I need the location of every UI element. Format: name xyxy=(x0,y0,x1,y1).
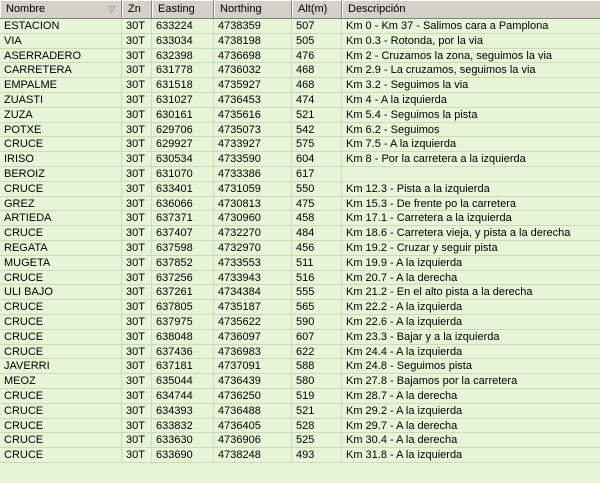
table-cell: 511 xyxy=(292,256,342,270)
table-cell: 4735622 xyxy=(214,315,292,329)
table-cell: Km 20.7 - A la derecha xyxy=(346,271,458,284)
table-cell: CRUCE xyxy=(0,226,122,240)
table-cell: 629706 xyxy=(152,123,214,137)
table-cell: EMPALME xyxy=(0,78,122,92)
table-row[interactable] xyxy=(0,374,600,389)
table-cell: Km 2.9 - La cruzamos, seguimos la via xyxy=(346,64,536,77)
table-cell: 4738248 xyxy=(214,448,292,462)
table-cell: ZUASTI xyxy=(0,93,122,107)
table-cell: 4736488 xyxy=(214,404,292,418)
table-cell: 521 xyxy=(292,108,342,122)
table-cell: 456 xyxy=(292,241,342,255)
table-cell: VIA xyxy=(0,34,122,48)
table-cell: 30T xyxy=(122,152,152,166)
table-cell: Km 28.7 - A la derecha xyxy=(346,389,458,402)
table-cell: 4735073 xyxy=(214,123,292,137)
table-cell: 633630 xyxy=(152,433,214,447)
table-row[interactable] xyxy=(0,34,600,49)
table-cell: CRUCE xyxy=(0,448,122,462)
table-cell: ASERRADERO xyxy=(0,49,122,63)
table-cell: 637598 xyxy=(152,241,214,255)
table-cell: 631518 xyxy=(152,78,214,92)
table-cell: 30T xyxy=(122,34,152,48)
table-cell: 637181 xyxy=(152,359,214,373)
table-cell: ZUZA xyxy=(0,108,122,122)
table-row[interactable] xyxy=(0,433,600,448)
table-cell: 30T xyxy=(122,93,152,107)
table-cell: GREZ xyxy=(0,197,122,211)
table-cell: 575 xyxy=(292,137,342,151)
table-cell: 590 xyxy=(292,315,342,329)
table-cell: 4736453 xyxy=(214,93,292,107)
table-cell: Km 18.6 - Carretera vieja, y pista a la derecha xyxy=(346,227,571,240)
sort-down-icon[interactable]: ▽ xyxy=(108,4,115,14)
table-cell: Km 8 - Por la carretera a la izquierda xyxy=(346,153,526,166)
table-cell: 30T xyxy=(122,256,152,270)
table-cell: 30T xyxy=(122,285,152,299)
table-cell: Km 12.3 - Pista a la izquierda xyxy=(346,182,490,195)
table-cell: Km 23.3 - Bajar y a la izquierda xyxy=(346,330,500,343)
table-cell: 30T xyxy=(122,108,152,122)
table-cell: Km 0 - Km 37 - Salimos cara a Pamplona xyxy=(346,20,549,32)
table-cell: 30T xyxy=(122,448,152,462)
table-cell: 519 xyxy=(292,389,342,403)
table-cell: 30T xyxy=(122,78,152,92)
table-cell: 637371 xyxy=(152,211,214,225)
table-cell: Km 0.3 - Rotonda, por la via xyxy=(346,34,483,47)
table-cell: 634393 xyxy=(152,404,214,418)
table-row[interactable] xyxy=(0,271,600,286)
table-cell: 550 xyxy=(292,182,342,196)
table-cell: 468 xyxy=(292,63,342,77)
table-cell: 476 xyxy=(292,49,342,63)
table-cell: 542 xyxy=(292,123,342,137)
table-cell: Km 27.8 - Bajamos por la carretera xyxy=(346,375,518,388)
table-cell: MUGETA xyxy=(0,256,122,270)
table-cell: ULI BAJO xyxy=(0,285,122,299)
column-header-easting[interactable]: Easting xyxy=(152,0,214,18)
column-header-northing[interactable]: Northing xyxy=(214,0,292,18)
table-cell: 30T xyxy=(122,389,152,403)
table-cell: CRUCE xyxy=(0,315,122,329)
table-row[interactable] xyxy=(0,256,600,271)
table-row[interactable] xyxy=(0,63,600,78)
table-cell: JAVERRI xyxy=(0,359,122,373)
table-cell: 4736250 xyxy=(214,389,292,403)
table-row[interactable] xyxy=(0,285,600,300)
table-cell: 629927 xyxy=(152,137,214,151)
table-cell: CRUCE xyxy=(0,345,122,359)
table-cell: CRUCE xyxy=(0,182,122,196)
table-cell: 604 xyxy=(292,152,342,166)
table-cell: 565 xyxy=(292,300,342,314)
table-cell: 4735187 xyxy=(214,300,292,314)
table-cell: CRUCE xyxy=(0,433,122,447)
table-row[interactable] xyxy=(0,226,600,241)
table-cell: 607 xyxy=(292,330,342,344)
table-cell: Km 5.4 - Seguimos la pista xyxy=(346,108,478,121)
table-cell: 4735927 xyxy=(214,78,292,92)
table-row[interactable] xyxy=(0,330,600,345)
table-cell: 630534 xyxy=(152,152,214,166)
table-row[interactable] xyxy=(0,448,600,463)
table-cell: 30T xyxy=(122,315,152,329)
table-cell: 4736405 xyxy=(214,419,292,433)
table-cell: 4732970 xyxy=(214,241,292,255)
table-cell: Km 19.2 - Cruzar y seguir pista xyxy=(346,241,498,254)
table-cell: REGATA xyxy=(0,241,122,255)
table-cell: 30T xyxy=(122,123,152,137)
table-cell: Km 17.1 - Carretera a la izquierda xyxy=(346,212,512,225)
table-row[interactable] xyxy=(0,404,600,419)
table-cell: 4736698 xyxy=(214,49,292,63)
table-cell: 4734384 xyxy=(214,285,292,299)
table-row[interactable] xyxy=(0,182,600,197)
table-cell: 30T xyxy=(122,167,152,181)
table-cell: 4736439 xyxy=(214,374,292,388)
table-cell: 580 xyxy=(292,374,342,388)
table-cell: Km 21.2 - En el alto pista a la derecha xyxy=(346,286,533,299)
table-cell: Km 19.9 - A la izquierda xyxy=(346,256,463,269)
table-row[interactable] xyxy=(0,359,600,374)
table-cell: 30T xyxy=(122,374,152,388)
table-row[interactable] xyxy=(0,300,600,315)
table-cell: 475 xyxy=(292,197,342,211)
table-cell: 30T xyxy=(122,226,152,240)
table-cell: Km 3.2 - Seguimos la via xyxy=(346,79,469,92)
table-row[interactable] xyxy=(0,93,600,108)
table-cell: 505 xyxy=(292,34,342,48)
table-cell: 631778 xyxy=(152,63,214,77)
column-header-zn[interactable]: Zn xyxy=(122,0,152,18)
table-cell: 4738359 xyxy=(214,19,292,33)
table-cell: BEROIZ xyxy=(0,167,122,181)
table-cell: CRUCE xyxy=(0,419,122,433)
table-cell: 30T xyxy=(122,63,152,77)
table-cell: 633690 xyxy=(152,448,214,462)
table-cell: Km 7.5 - A la izquierda xyxy=(346,138,457,151)
table-cell: Km 30.4 - A la derecha xyxy=(346,434,458,447)
table-row[interactable] xyxy=(0,241,600,256)
table-cell: 30T xyxy=(122,433,152,447)
table-cell: 633832 xyxy=(152,419,214,433)
table-cell: 4733927 xyxy=(214,137,292,151)
table-cell: 4730813 xyxy=(214,197,292,211)
table-cell: 4735616 xyxy=(214,108,292,122)
table-cell: 528 xyxy=(292,419,342,433)
table-row[interactable] xyxy=(0,167,600,182)
table-cell: 4738198 xyxy=(214,34,292,48)
table-cell: 30T xyxy=(122,271,152,285)
table-cell: 4736097 xyxy=(214,330,292,344)
table-cell: 631027 xyxy=(152,93,214,107)
table-cell: CRUCE xyxy=(0,300,122,314)
table-cell: MEOZ xyxy=(0,374,122,388)
table-row[interactable] xyxy=(0,419,600,434)
table-cell: 525 xyxy=(292,433,342,447)
table-cell: 4733553 xyxy=(214,256,292,270)
table-cell: Km 24.8 - Seguimos pista xyxy=(346,360,472,373)
table-cell: ESTACION xyxy=(0,19,122,33)
table-cell: CRUCE xyxy=(0,271,122,285)
table-cell: 633224 xyxy=(152,19,214,33)
table-cell: 622 xyxy=(292,345,342,359)
table-cell: 637407 xyxy=(152,226,214,240)
table-cell: 30T xyxy=(122,241,152,255)
table-cell: 30T xyxy=(122,330,152,344)
table-cell: 474 xyxy=(292,93,342,107)
table-cell: CRUCE xyxy=(0,389,122,403)
table-cell: 588 xyxy=(292,359,342,373)
grid-body xyxy=(0,19,600,463)
table-cell: 633034 xyxy=(152,34,214,48)
table-cell: 484 xyxy=(292,226,342,240)
table-row[interactable] xyxy=(0,315,600,330)
table-row[interactable] xyxy=(0,345,600,360)
table-cell: 30T xyxy=(122,419,152,433)
table-cell: 493 xyxy=(292,448,342,462)
table-cell: Km 24.4 - A la izquierda xyxy=(346,345,463,358)
table-cell: 637805 xyxy=(152,300,214,314)
table-cell: Km 6.2 - Seguimos xyxy=(346,123,440,136)
column-header-nombre[interactable]: Nombre ▽ xyxy=(0,0,122,18)
grid-header xyxy=(0,0,600,19)
table-cell: 631070 xyxy=(152,167,214,181)
table-cell: Km 29.2 - A la izquierda xyxy=(346,404,463,417)
table-cell: Km 31.8 - A la izquierda xyxy=(346,449,463,462)
table-cell: 555 xyxy=(292,285,342,299)
table-cell: 635044 xyxy=(152,374,214,388)
table-cell: IRISO xyxy=(0,152,122,166)
table-cell: 30T xyxy=(122,182,152,196)
table-cell: POTXE xyxy=(0,123,122,137)
table-cell: 633401 xyxy=(152,182,214,196)
table-cell: 30T xyxy=(122,404,152,418)
table-cell: 617 xyxy=(292,167,342,181)
table-row[interactable] xyxy=(0,78,600,93)
table-cell: 30T xyxy=(122,49,152,63)
table-cell: 637261 xyxy=(152,285,214,299)
table-cell: Km 2 - Cruzamos la zona, seguimos la via xyxy=(346,49,553,62)
table-cell: 30T xyxy=(122,300,152,314)
table-cell: 4730960 xyxy=(214,211,292,225)
table-cell: 30T xyxy=(122,137,152,151)
table-cell: 637436 xyxy=(152,345,214,359)
table-row[interactable] xyxy=(0,197,600,212)
table-cell: 4736032 xyxy=(214,63,292,77)
table-cell: Km 4 - A la izquierda xyxy=(346,93,447,106)
table-cell: 637852 xyxy=(152,256,214,270)
table-cell: 637256 xyxy=(152,271,214,285)
column-header-alt[interactable]: Alt(m) xyxy=(292,0,342,18)
table-cell: 507 xyxy=(292,19,342,33)
table-cell: 638048 xyxy=(152,330,214,344)
table-cell: 4732270 xyxy=(214,226,292,240)
table-cell: 516 xyxy=(292,271,342,285)
table-cell: Km 15.3 - De frente po la carretera xyxy=(346,197,516,210)
table-cell: 637975 xyxy=(152,315,214,329)
table-cell: CRUCE xyxy=(0,404,122,418)
table-cell: 30T xyxy=(122,211,152,225)
table-cell: CARRETERA xyxy=(0,63,122,77)
table-cell: 4733943 xyxy=(214,271,292,285)
table-cell: 630161 xyxy=(152,108,214,122)
table-cell: 632398 xyxy=(152,49,214,63)
table-row[interactable] xyxy=(0,123,600,138)
table-cell: 4731059 xyxy=(214,182,292,196)
table-row[interactable] xyxy=(0,152,600,167)
table-cell: 458 xyxy=(292,211,342,225)
table-row[interactable] xyxy=(0,19,600,34)
column-header-descripcion[interactable]: Descripción xyxy=(342,0,600,18)
table-cell: 30T xyxy=(122,19,152,33)
table-cell xyxy=(342,167,600,181)
table-cell: 634744 xyxy=(152,389,214,403)
table-cell: 4737091 xyxy=(214,359,292,373)
table-cell: Km 22.6 - A la izquierda xyxy=(346,315,463,328)
table-cell: 4736906 xyxy=(214,433,292,447)
table-row[interactable] xyxy=(0,108,600,123)
table-cell: Km 22.2 - A la izquierda xyxy=(346,301,463,314)
table-row[interactable] xyxy=(0,211,600,226)
table-cell: 468 xyxy=(292,78,342,92)
table-row[interactable] xyxy=(0,389,600,404)
table-cell: 4736983 xyxy=(214,345,292,359)
table-cell: ARTIEDA xyxy=(0,211,122,225)
table-cell: 30T xyxy=(122,359,152,373)
table-row[interactable] xyxy=(0,49,600,64)
table-cell: 4733590 xyxy=(214,152,292,166)
table-cell: CRUCE xyxy=(0,330,122,344)
table-cell: Km 29.7 - A la derecha xyxy=(346,419,458,432)
table-cell: 636066 xyxy=(152,197,214,211)
table-row[interactable] xyxy=(0,137,600,152)
table-cell: 521 xyxy=(292,404,342,418)
table-cell: 30T xyxy=(122,345,152,359)
table-cell: 4733386 xyxy=(214,167,292,181)
table-cell: CRUCE xyxy=(0,137,122,151)
table-cell: 30T xyxy=(122,197,152,211)
